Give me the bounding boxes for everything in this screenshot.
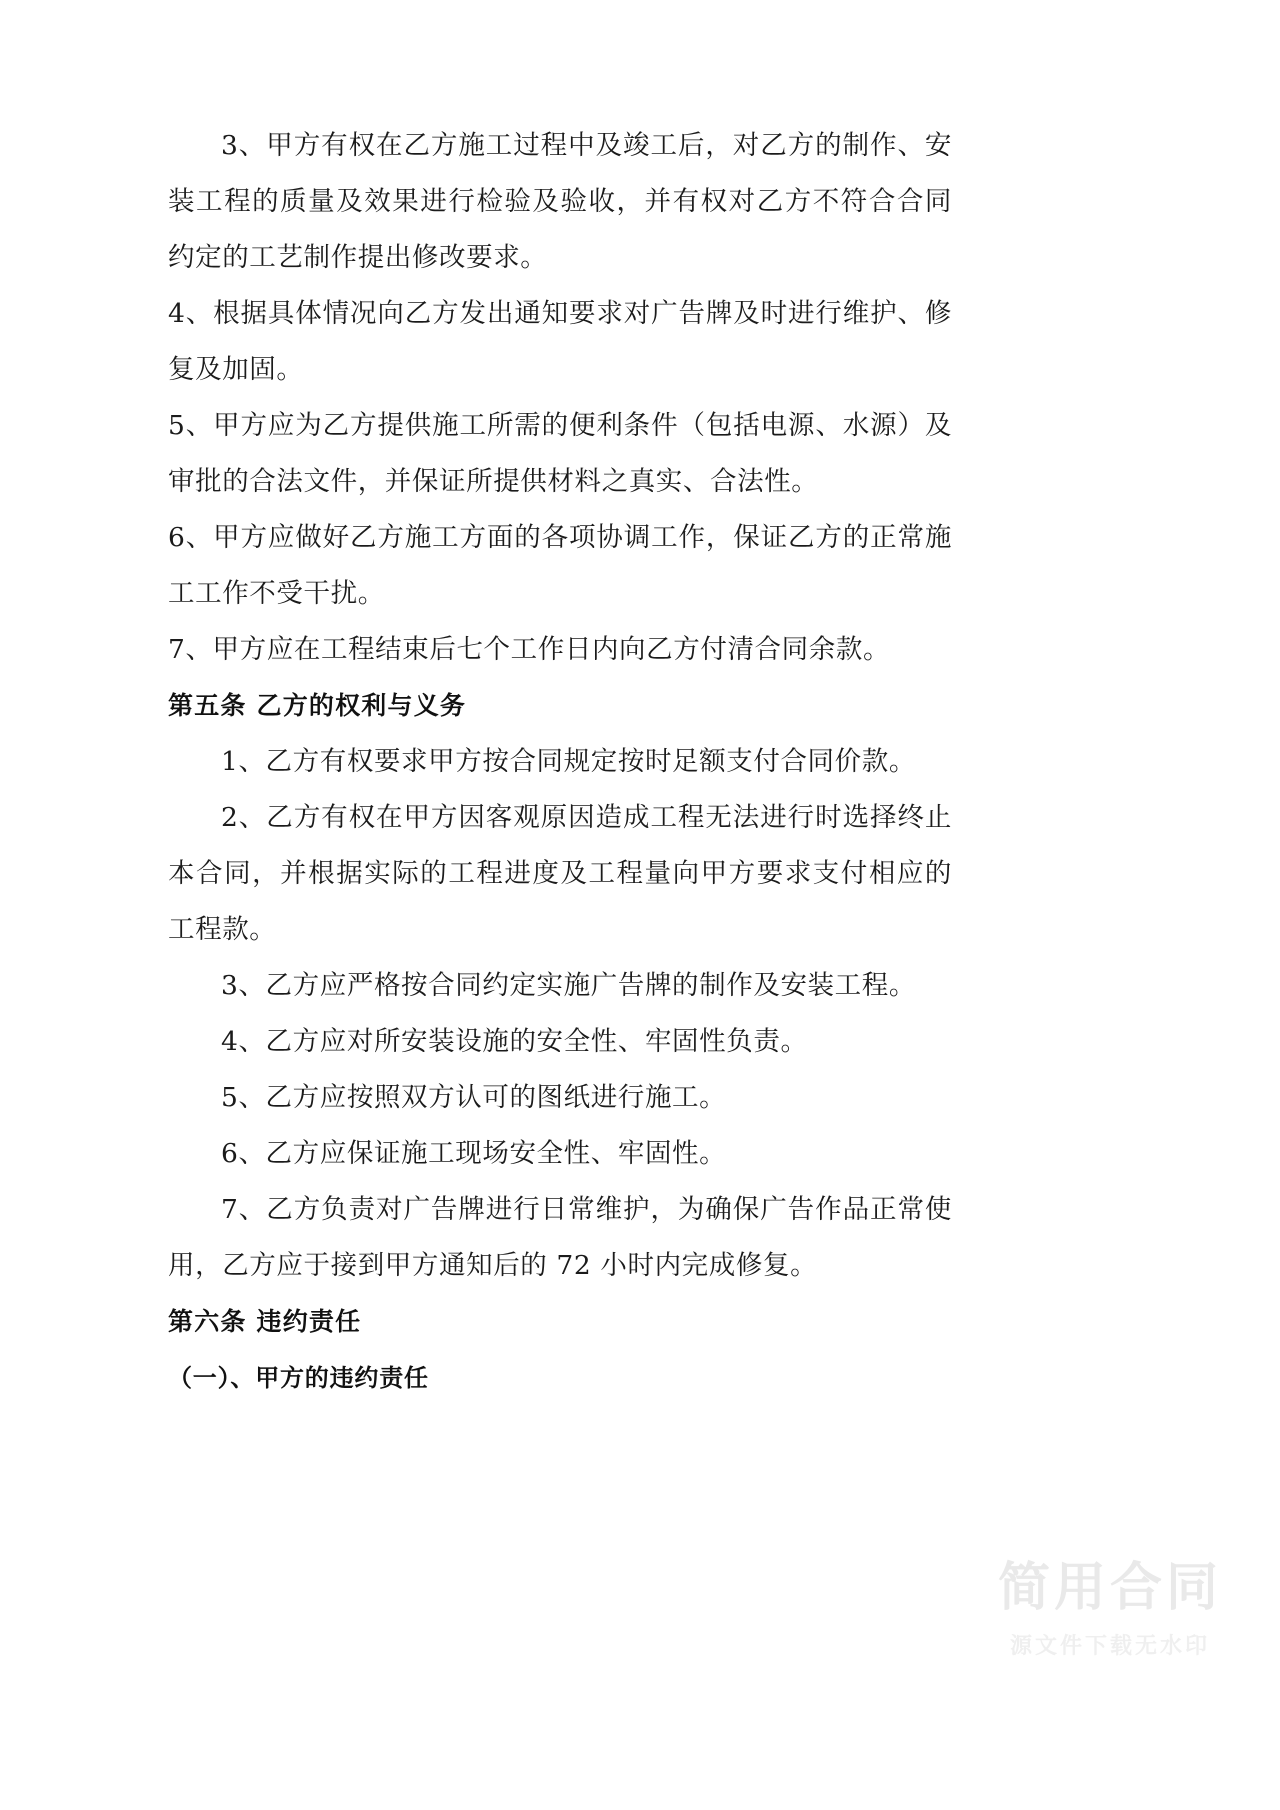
- paragraph-clause5-item7: 7、乙方负责对广告牌进行日常维护，为确保广告作品正常使用，乙方应于接到甲方通知后的 72 小时内完成修复。: [168, 1194, 952, 1281]
- paragraph-clause5-item6: 6、乙方应保证施工现场安全性、牢固性。: [221, 1138, 727, 1169]
- paragraph-clause5-item1: 1、乙方有权要求甲方按合同规定按时足额支付合同价款。: [221, 746, 916, 777]
- document-body: [168, 118, 952, 1406]
- paragraph-clause4-item4: 4、根据具体情况向乙方发出通知要求对广告牌及时进行维护、修复及加固。: [168, 298, 952, 385]
- paragraph-clause5-item5: 5、乙方应按照双方认可的图纸进行施工。: [221, 1082, 727, 1113]
- paragraph-clause5-item2: 2、乙方有权在甲方因客观原因造成工程无法进行时选择终止本合同，并根据实际的工程进度及工程量向甲方要求支付相应的工程款。: [168, 802, 952, 945]
- paragraph-clause4-item3: 3、甲方有权在乙方施工过程中及竣工后，对乙方的制作、安装工程的质量及效果进行检验及验收，并有权对乙方不符合合同约定的工艺制作提出修改要求。: [168, 130, 952, 273]
- heading-clause-five: 第五条 乙方的权利与义务: [168, 691, 467, 720]
- paragraph-clause4-item6: 6、甲方应做好乙方施工方面的各项协调工作，保证乙方的正常施工工作不受干扰。: [168, 522, 952, 609]
- paragraph-clause5-item3: 3、乙方应严格按合同约定实施广告牌的制作及安装工程。: [221, 970, 916, 1001]
- paragraph-clause5-item4: 4、乙方应对所安装设施的安全性、牢固性负责。: [221, 1026, 808, 1057]
- watermark-main-text: 简用合同: [997, 1558, 1222, 1619]
- subheading-party-a-liability: （一）、甲方的违约责任: [168, 1364, 429, 1392]
- watermark-sub-text: 源文件下载无水印: [1009, 1634, 1210, 1659]
- heading-clause-six: 第六条 违约责任: [168, 1307, 362, 1336]
- paragraph-clause4-item5: 5、甲方应为乙方提供施工所需的便利条件（包括电源、水源）及审批的合法文件，并保证所提供材料之真实、合法性。: [168, 410, 952, 497]
- paragraph-clause4-item7: 7、甲方应在工程结束后七个工作日内向乙方付清合同余款。: [168, 634, 891, 665]
- watermark: [998, 1559, 1222, 1660]
